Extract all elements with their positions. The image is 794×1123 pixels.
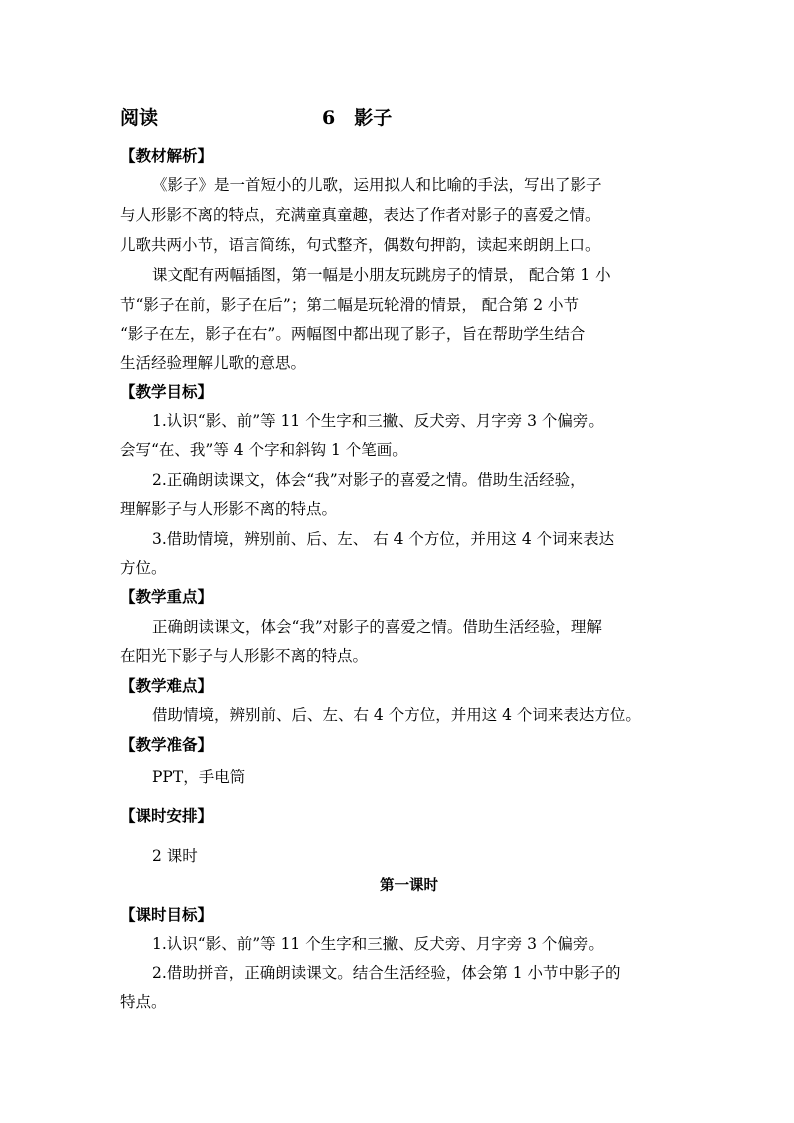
section-heading-key-points: 【教学重点】 [120, 587, 214, 606]
schedule-line-1: 2 课时 [152, 847, 198, 865]
objectives-line-4: 理解影子与人形影不离的特点。 [120, 500, 338, 518]
section-heading-schedule: 【课时安排】 [120, 806, 214, 825]
objectives-line-6: 方位。 [120, 559, 167, 577]
lesson-objectives-line-2: 2.借助拼音，正确朗读课文。结合生活经验，体会第 1 小节中影子的 [152, 964, 621, 982]
analysis-line-1: 《影子》是一首短小的儿歌，运用拟人和比喻的手法，写出了影子 [152, 176, 602, 194]
objectives-line-2: 会写“在、我”等 4 个字和斜钩 1 个笔画。 [120, 441, 408, 459]
objectives-line-1: 1.认识“影、前”等 11 个生字和三撇、反犬旁、月字旁 3 个偏旁。 [152, 412, 604, 430]
section-heading-difficulties: 【教学难点】 [120, 676, 214, 695]
lesson-title: 第一课时 [380, 877, 438, 894]
section-heading-lesson-objectives: 【课时目标】 [120, 905, 214, 924]
key-points-line-1: 正确朗读课文，体会“我”对影子的喜爱之情。借助生活经验，理解 [152, 618, 602, 636]
objectives-line-3: 2.正确朗读课文，体会“我”对影子的喜爱之情。借助生活经验， [152, 471, 586, 489]
analysis-line-5: 节“影子在前，影子在后”；第二幅是玩轮滑的情景， 配合第 2 小节 [120, 296, 579, 314]
analysis-line-2: 与人形影不离的特点，充满童真童趣，表达了作者对影子的喜爱之情。 [120, 206, 601, 224]
section-heading-objectives: 【教学目标】 [120, 382, 214, 401]
difficulties-line-1: 借助情境，辨别前、后、左、右 4 个方位，并用这 4 个词来表达方位。 [152, 706, 641, 724]
doc-title-right: 6 影子 [322, 107, 393, 129]
section-heading-preparation: 【教学准备】 [120, 735, 214, 754]
analysis-line-4: 课文配有两幅插图，第一幅是小朋友玩跳房子的情景， 配合第 1 小 [152, 266, 611, 284]
lesson-objectives-line-3: 特点。 [120, 993, 167, 1011]
analysis-line-3: 儿歌共两小节，语言简练，句式整齐，偶数句押韵，读起来朗朗上口。 [120, 236, 601, 254]
analysis-line-7: 生活经验理解儿歌的意思。 [120, 354, 307, 372]
doc-title-left: 阅读 [120, 107, 159, 129]
analysis-line-6: “影子在左，影子在右”。两幅图中都出现了影子，旨在帮助学生结合 [120, 325, 586, 343]
key-points-line-2: 在阳光下影子与人形影不离的特点。 [120, 647, 369, 665]
objectives-line-5: 3.借助情境，辨别前、后、左、 右 4 个方位，并用这 4 个词来表达 [152, 530, 615, 548]
lesson-objectives-line-1: 1.认识“影、前”等 11 个生字和三撇、反犬旁、月字旁 3 个偏旁。 [152, 935, 604, 953]
preparation-line-1: PPT，手电筒 [152, 768, 246, 786]
section-heading-analysis: 【教材解析】 [120, 146, 214, 165]
